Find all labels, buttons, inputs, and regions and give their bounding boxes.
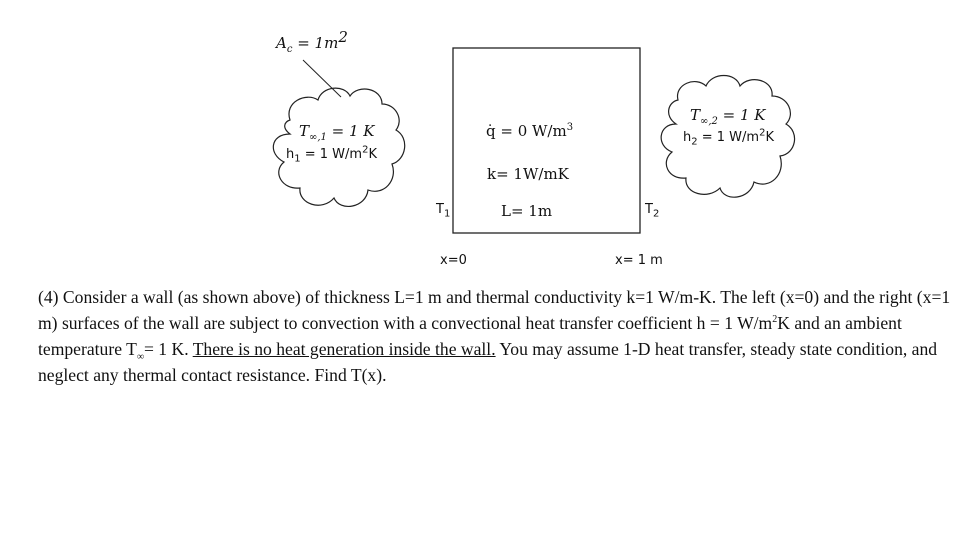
q-gen-exponent: 3 [566,122,574,133]
t1-symbol: T [436,202,444,217]
problem-text-2: K and an ambient temperature T [38,313,902,359]
x-zero-label: x=0 [440,253,467,268]
h1-symbol: h [286,147,295,162]
h2-value: = 1 W/m [697,130,760,145]
t-inf-1-symbol: T [299,122,310,140]
left-surface-temp [436,202,451,220]
x-one-label: x= 1 m [615,253,663,268]
conductivity-label: k= 1W/mK [487,165,569,183]
problem-statement [38,284,958,388]
h2-exponent: 2 [759,127,766,139]
problem-text-3: = 1 K. [143,339,193,359]
heat-generation-label [486,124,573,139]
problem-infinity-subscript: ∞ [136,351,144,363]
area-value: = 1m [292,34,339,52]
h2-symbol: h [683,130,692,145]
area-pointer-line [303,60,341,97]
q-gen-text: q̇ = 0 W/m [486,122,567,140]
h2-unit-tail: K [765,130,774,145]
t-inf-1-subscript: ∞,1 [309,132,327,143]
t-inf-1-value: = 1 K [326,122,375,140]
left-ambient-temp [299,122,375,143]
t1-subscript: 1 [443,208,451,220]
t-inf-2-symbol: T [690,106,701,124]
h1-subscript: 1 [294,153,301,165]
problem-underlined-text: There is no heat generation inside the wall. [192,339,496,359]
left-heat-coefficient [286,144,377,165]
right-surface-temp [645,202,660,220]
thickness-label: L= 1m [501,202,553,220]
t-inf-2-value: = 1 K [717,106,766,124]
problem-text-1: (4) Consider a wall (as shown above) of thickness L=1 m and thermal conductivity k=1 W/m-K. The left (x=0) and the right (x=1 m) surfaces of the wall are subject to convection with a convectional heat transfer coefficient h = 1 W/m [38,287,951,333]
area-exponent: 2 [338,28,348,46]
problem-exponent: 2 [772,314,778,326]
problem-text-4: You may assume 1-D heat transfer, steady state condition, and neglect any thermal contact resistance. Find T(x). [38,339,938,385]
h1-value: = 1 W/m [300,147,363,162]
area-symbol: A [276,34,287,52]
area-label [276,28,348,55]
right-heat-coefficient [683,127,774,148]
h1-exponent: 2 [362,144,369,156]
t2-subscript: 2 [652,208,660,220]
t-inf-2-subscript: ∞,2 [700,116,718,127]
right-ambient-temp [690,106,766,127]
area-subscript: c [286,44,293,55]
h1-unit-tail: K [368,147,377,162]
t2-symbol: T [645,202,653,217]
h2-subscript: 2 [691,136,698,148]
